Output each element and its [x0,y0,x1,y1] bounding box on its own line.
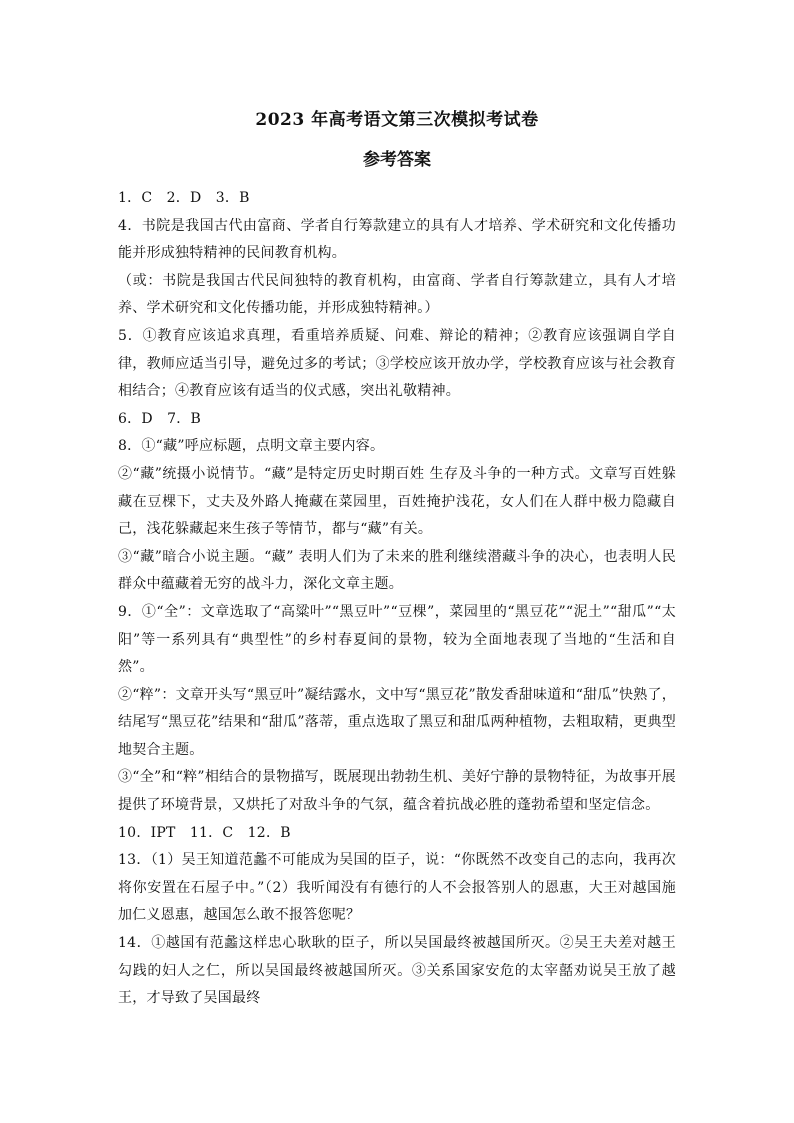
answer-13: 13．（1）吴王知道范蠡不可能成为吴国的臣子，说：“你既然不改变自己的志向，我再次将你安置在石屋子中。”（2）我听闻没有有德行的人不会报答别人的恩惠，大王对越国施加仁义恩惠，越国怎么敢不报答您呢？ [118,852,676,924]
answer-1-3: 1．C 2．D 3．B [118,190,250,206]
answer-4-alternative: （或：书院是我国古代民间独特的教育机构，由富商、学者自行筹款建立，具有人才培养、学术研究和文化传播功能，并形成独特精神。） [118,272,676,317]
document-title: 2023 年高考语文第三次模拟考试卷 [255,110,539,130]
document-subtitle: 参考答案 [363,150,431,170]
answer-9-point-3: ③“全”和“粹”相结合的景物描写，既展现出勃勃生机、美好宁静的景物特征，为故事开展提供了环境背景，又烘托了对敌斗争的气氛，蕴含着抗战必胜的蓬勃希望和坚定信念。 [118,769,676,814]
answer-8-point-1: 8．①“藏”呼应标题，点明文章主要内容。 [118,438,385,455]
answer-content [118,185,676,1013]
answer-8-point-2: ②“藏”统摄小说情节。“藏”是特定历史时期百姓 生存及斗争的一种方式。文章写百姓躲藏在豆棵下，丈夫及外路人掩藏在菜园里，百姓掩护浅花，女人们在人群中极力隐藏自己，浅花躲藏起来生孩子等情节，都与“藏”有关。 [118,465,676,538]
answer-9-point-1: 9．①“全”：文章选取了“高粱叶”“黑豆叶”“豆棵”，菜园里的“黑豆花”“泥土”“甜瓜”“太阳”等一系列具有“典型性”的乡村春夏间的景物，较为全面地表现了当地的“生活和自然”。 [118,603,676,676]
answer-10-12: 10．IPT 11．C 12．B [118,824,291,841]
answer-9-point-2: ②“粹”：文章开头写“黑豆叶”凝结露水，文中写“黑豆花”散发香甜味道和“甜瓜”快熟了，结尾写“黑豆花”结果和“甜瓜”落蒂，重点选取了黑豆和甜瓜两种植物，去粗取精，更典型地契合主题。 [118,686,677,758]
answer-5: 5．①教育应该追求真理，看重培养质疑、问难、辩论的精神；②教育应该强调自学自律，教师应适当引导，避免过多的考试；③学校应该开放办学，学校教育应该与社会教育相结合；④教育应该有适当的仪式感，突出礼敬精神。 [118,327,676,400]
answer-14: 14．①越国有范蠡这样忠心耿耿的臣子，所以吴国最终被越国所灭。②吴王夫差对越王勾践的妇人之仁，所以吴国最终被越国所灭。③关系国家安危的太宰嚭劝说吴王放了越王，才导致了吴国最终 [118,935,676,1007]
answer-6-7: 6．D 7．B [118,410,202,427]
answer-8-point-3: ③“藏”暗合小说主题。“藏” 表明人们为了未来的胜利继续潜藏斗争的决心，也表明人民群众中蕴藏着无穷的战斗力，深化文章主题。 [118,548,676,593]
answer-4: 4．书院是我国古代由富商、学者自行筹款建立的具有人才培养、学术研究和文化传播功能并形成独特精神的民间教育机构。 [118,217,676,262]
